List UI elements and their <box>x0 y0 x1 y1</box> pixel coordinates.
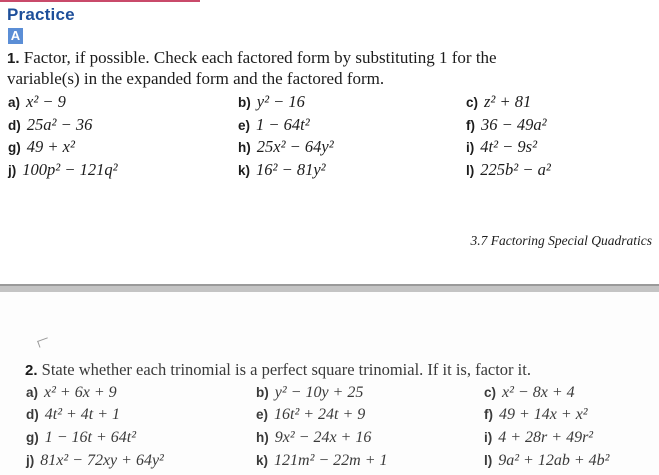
q2-item: f) 49 + 14x + x² <box>484 406 588 423</box>
q2-item: d) 4t² + 4t + 1 <box>26 406 121 423</box>
q1-item: l) 225b² − a² <box>466 160 551 179</box>
q2-number: 2. <box>25 362 38 379</box>
q1-prompt-line1 <box>7 48 497 68</box>
q2-text: State whether each trinomial is a perfect square trinomial. If it is, factor it. <box>41 360 531 379</box>
q2-item: g) 1 − 16t + 64t² <box>26 429 137 446</box>
q1-item: e) 1 − 64t² <box>238 115 310 134</box>
q1-item: k) 16² − 81y² <box>238 160 326 179</box>
q1-item: f) 36 − 49a² <box>466 115 547 134</box>
q1-item: a) x² − 9 <box>8 92 66 111</box>
q1-item: h) 25x² − 64y² <box>238 137 334 156</box>
section-badge: A <box>8 28 23 44</box>
q2-item: i) 4 + 28r + 49r² <box>484 429 594 446</box>
page-caption: 3.7 Factoring Special Quadratics <box>470 233 652 248</box>
q2-item: a) x² + 6x + 9 <box>26 384 117 401</box>
q1-item: d) 25a² − 36 <box>8 115 93 134</box>
q1-item: c) z² + 81 <box>466 92 532 111</box>
q1-item: b) y² − 16 <box>238 92 305 111</box>
q2-item: j) 81x² − 72xy + 64y² <box>26 452 164 469</box>
q2-item: k) 121m² − 22m + 1 <box>256 452 388 469</box>
page-title: Practice <box>7 5 75 24</box>
top-rule <box>0 0 200 2</box>
page-separator-edge <box>0 284 659 286</box>
q1-number: 1. <box>7 50 20 67</box>
q1-text-line1: Factor, if possible. Check each factored form by substituting 1 for the <box>23 48 497 67</box>
q2-item: c) x² − 8x + 4 <box>484 384 575 401</box>
q2-item: e) 16t² + 24t + 9 <box>256 406 366 423</box>
q1-item: i) 4t² − 9s² <box>466 137 538 156</box>
q1-text-line2: variable(s) in the expanded form and the factored form. <box>7 69 385 88</box>
q1-item: j) 100p² − 121q² <box>8 160 118 179</box>
q2-item: h) 9x² − 24x + 16 <box>256 429 372 446</box>
q2-prompt <box>25 360 531 380</box>
q2-item: b) y² − 10y + 25 <box>256 384 364 401</box>
q2-item: l) 9a² + 12ab + 4b² <box>484 452 610 469</box>
q1-item: g) 49 + x² <box>8 137 75 156</box>
